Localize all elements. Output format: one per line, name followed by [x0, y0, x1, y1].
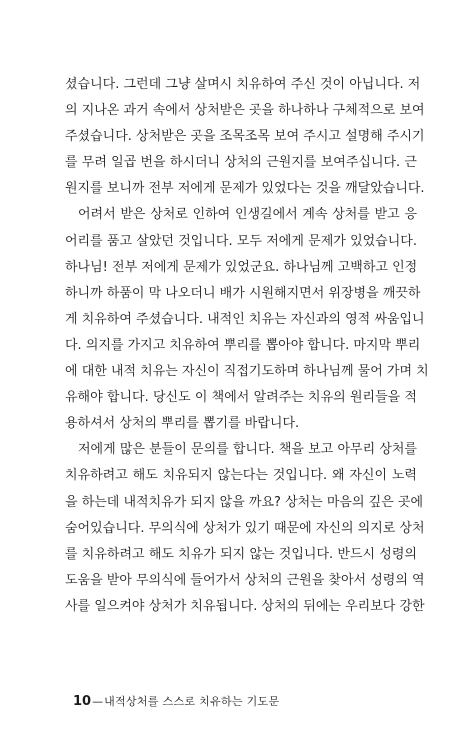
text-line: 하니까 하품이 막 나오더니 배가 시원해지면서 위장병을 깨끗하 — [65, 285, 421, 301]
text-line: 원지를 보니까 전부 저에게 문제가 있었다는 것을 깨달았습니다. — [65, 181, 425, 197]
text-line: 숨어있습니다. 무의식에 상처가 있기 때문에 자신의 의지로 상처 — [65, 520, 425, 536]
paragraph-start-line: 저에게 많은 분들이 문의를 합니다. 책을 보고 아무리 상처를 — [78, 442, 417, 458]
running-title: 내적상처를 스스로 치유하는 기도문 — [104, 695, 280, 708]
text-line: 게 치유하여 주셨습니다. 내적인 치유는 자신과의 영적 싸움입니 — [65, 311, 425, 327]
text-line: 의 지나온 과거 속에서 상처받은 곳을 하나하나 구체적으로 보여 — [65, 103, 425, 119]
text-line: 에 대한 내적 치유는 자신이 직접기도하며 하나님께 물어 가며 치 — [65, 364, 429, 380]
text-line: 어리를 품고 살았던 것입니다. 모두 저에게 문제가 있었습니다. — [65, 233, 417, 249]
text-line: 치유하려고 해도 치유되지 않는다는 것입니다. 왜 자신이 노력 — [65, 468, 417, 484]
text-line: 셨습니다. 그런데 그냥 살며시 치유하여 주신 것이 아닙니다. 저 — [65, 77, 421, 92]
text-line: 를 무려 일곱 번을 하시더니 상처의 근원지를 보여주십니다. 근 — [65, 155, 417, 171]
text-line: 용하셔서 상처의 뿌리를 뽑기를 바랍니다. — [65, 416, 300, 432]
text-line: 을 하는데 내적치유가 되지 않을 까요? 상처는 마음의 깊은 곳에 — [65, 494, 424, 510]
footer-separator: — — [92, 695, 104, 708]
text-line: 사를 일으켜야 상처가 치유됩니다. 상처의 뒤에는 우리보다 강한 — [65, 598, 425, 614]
text-line: 도움을 받아 무의식에 들어가서 상처의 근원을 찾아서 성령의 역 — [65, 572, 425, 588]
page-footer — [73, 694, 279, 709]
page-number: 10 — [73, 694, 92, 709]
text-line: 유해야 합니다. 당신도 이 책에서 알려주는 치유의 원리들을 적 — [65, 390, 417, 406]
paragraph-start-line: 어려서 받은 상처로 인하여 인생길에서 계속 상처를 받고 응 — [78, 207, 417, 223]
body-text — [65, 72, 429, 620]
text-line: 하나님! 전부 저에게 문제가 있었군요. 하나님께 고백하고 인정 — [65, 259, 418, 275]
text-line: 주셨습니다. 상처받은 곳을 조목조목 보여 주시고 설명해 주시기 — [65, 129, 425, 145]
text-line: 다. 의지를 가지고 치유하여 뿌리를 뽑아야 합니다. 마지막 뿌리 — [65, 337, 421, 353]
text-line: 를 치유하려고 해도 치유가 되지 않는 것입니다. 반드시 성령의 — [65, 546, 417, 562]
